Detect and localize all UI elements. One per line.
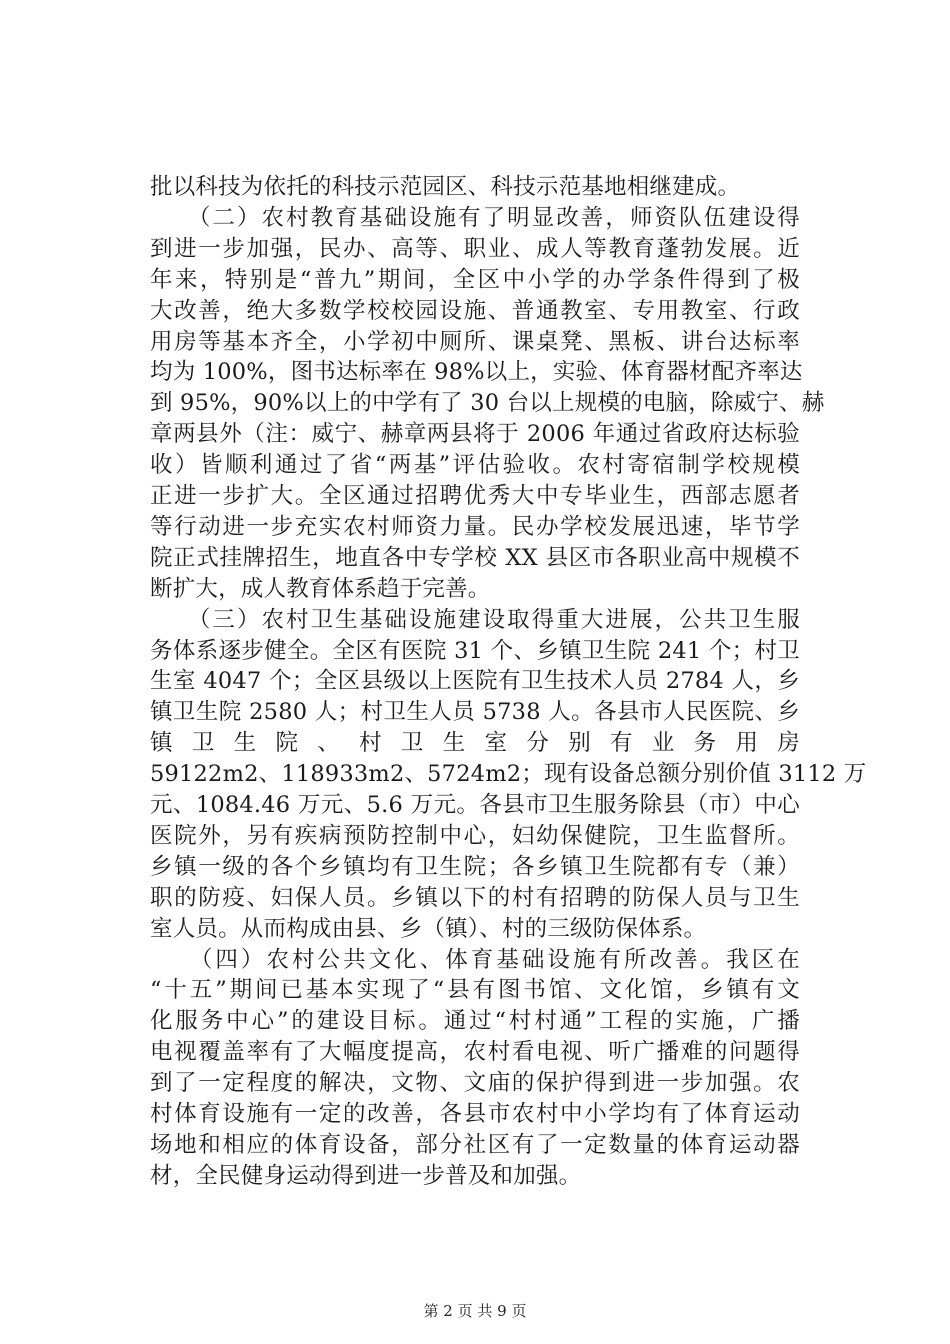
text-line: 到进一步加强，民办、高等、职业、成人等教育蓬勃发展。近 xyxy=(150,235,800,262)
text-line: 电视覆盖率有了大幅度提高，农村看电视、听广播难的问题得 xyxy=(150,1039,800,1066)
text-line: 批以科技为依托的科技示范园区、科技示范基地相继建成。 xyxy=(150,174,741,200)
text-line: 院正式挂牌招生，地直各中专学校 XX 县区市各职业高中规模不 xyxy=(150,544,800,571)
text-line: 镇卫生院 2580 人；村卫生人员 5738 人。各县市人民医院、乡 xyxy=(150,699,800,726)
text-line: 医院外，另有疾病预防控制中心，妇幼保健院，卫生监督所。 xyxy=(150,822,800,849)
text-line: 材，全民健身运动得到进一步普及和加强。 xyxy=(150,1162,582,1189)
text-line: 场地和相应的体育设备，部分社区有了一定数量的体育运动器 xyxy=(150,1131,800,1158)
text-line: 章两县外（注：威宁、赫章两县将于 2006 年通过省政府达标验 xyxy=(150,421,800,448)
text-line: 生室 4047 个；全区县级以上医院有卫生技术人员 2784 人，乡 xyxy=(150,668,800,695)
text-line: 断扩大，成人教育体系趋于完善。 xyxy=(150,575,491,602)
text-line: 等行动进一步充实农村师资力量。民办学校发展迅速，毕节学 xyxy=(150,513,800,540)
text-line: 元、1084.46 万元、5.6 万元。各县市卫生服务除县（市）中心 xyxy=(150,792,800,818)
text-line: 正进一步扩大。全区通过招聘优秀大中专毕业生，西部志愿者 xyxy=(150,483,800,509)
page-number-footer: 第 2 页 共 9 页 xyxy=(423,1302,527,1320)
text-line: 镇 卫 生 院 、 村 卫 生 室 分 别 有 业 务 用 房 xyxy=(150,730,800,757)
text-line: 职的防疫、妇保人员。乡镇以下的村有招聘的防保人员与卫生 xyxy=(150,884,800,911)
text-line: 化服务中心”的建设目标。通过“村村通”工程的实施，广播 xyxy=(150,1008,800,1035)
text-line: 村体育设施有一定的改善，各县市农村中小学均有了体育运动 xyxy=(150,1101,800,1127)
text-line: （二）农村教育基础设施有了明显改善，师资队伍建设得 xyxy=(150,204,800,231)
text-line: 室人员。从而构成由县、乡（镇）、村的三级防保体系。 xyxy=(150,915,707,942)
text-line: 大改善，绝大多数学校校园设施、普通教室、专用教室、行政 xyxy=(150,297,800,324)
text-line: 用房等基本齐全，小学初中厕所、课桌凳、黑板、讲台达标率 xyxy=(150,328,800,355)
text-line: 年来，特别是“普九”期间，全区中小学的办学条件得到了极 xyxy=(150,266,800,293)
text-line: 乡镇一级的各个乡镇均有卫生院；各乡镇卫生院都有专（兼） xyxy=(150,853,800,880)
text-line: 59122m2、118933m2、5724m2；现有设备总额分别价值 3112 万 xyxy=(150,761,867,788)
text-line: （四）农村公共文化、体育基础设施有所改善。我区在 xyxy=(150,946,800,973)
text-line: “十五”期间已基本实现了“县有图书馆、文化馆，乡镇有文 xyxy=(150,977,800,1004)
text-line: 务体系逐步健全。全区有医院 31 个、乡镇卫生院 241 个；村卫 xyxy=(150,637,800,664)
text-line: 均为 100%，图书达标率在 98%以上，实验、体育器材配齐率达 xyxy=(150,359,803,386)
text-line: 到 95%，90%以上的中学有了 30 台以上规模的电脑，除威宁、赫 xyxy=(150,390,825,417)
text-line: 收）皆顺利通过了省“两基”评估验收。农村寄宿制学校规模 xyxy=(150,452,800,479)
text-line: 到了一定程度的解决，文物、文庙的保护得到进一步加强。农 xyxy=(150,1070,800,1097)
text-line: （三）农村卫生基础设施建设取得重大进展，公共卫生服 xyxy=(150,606,800,633)
